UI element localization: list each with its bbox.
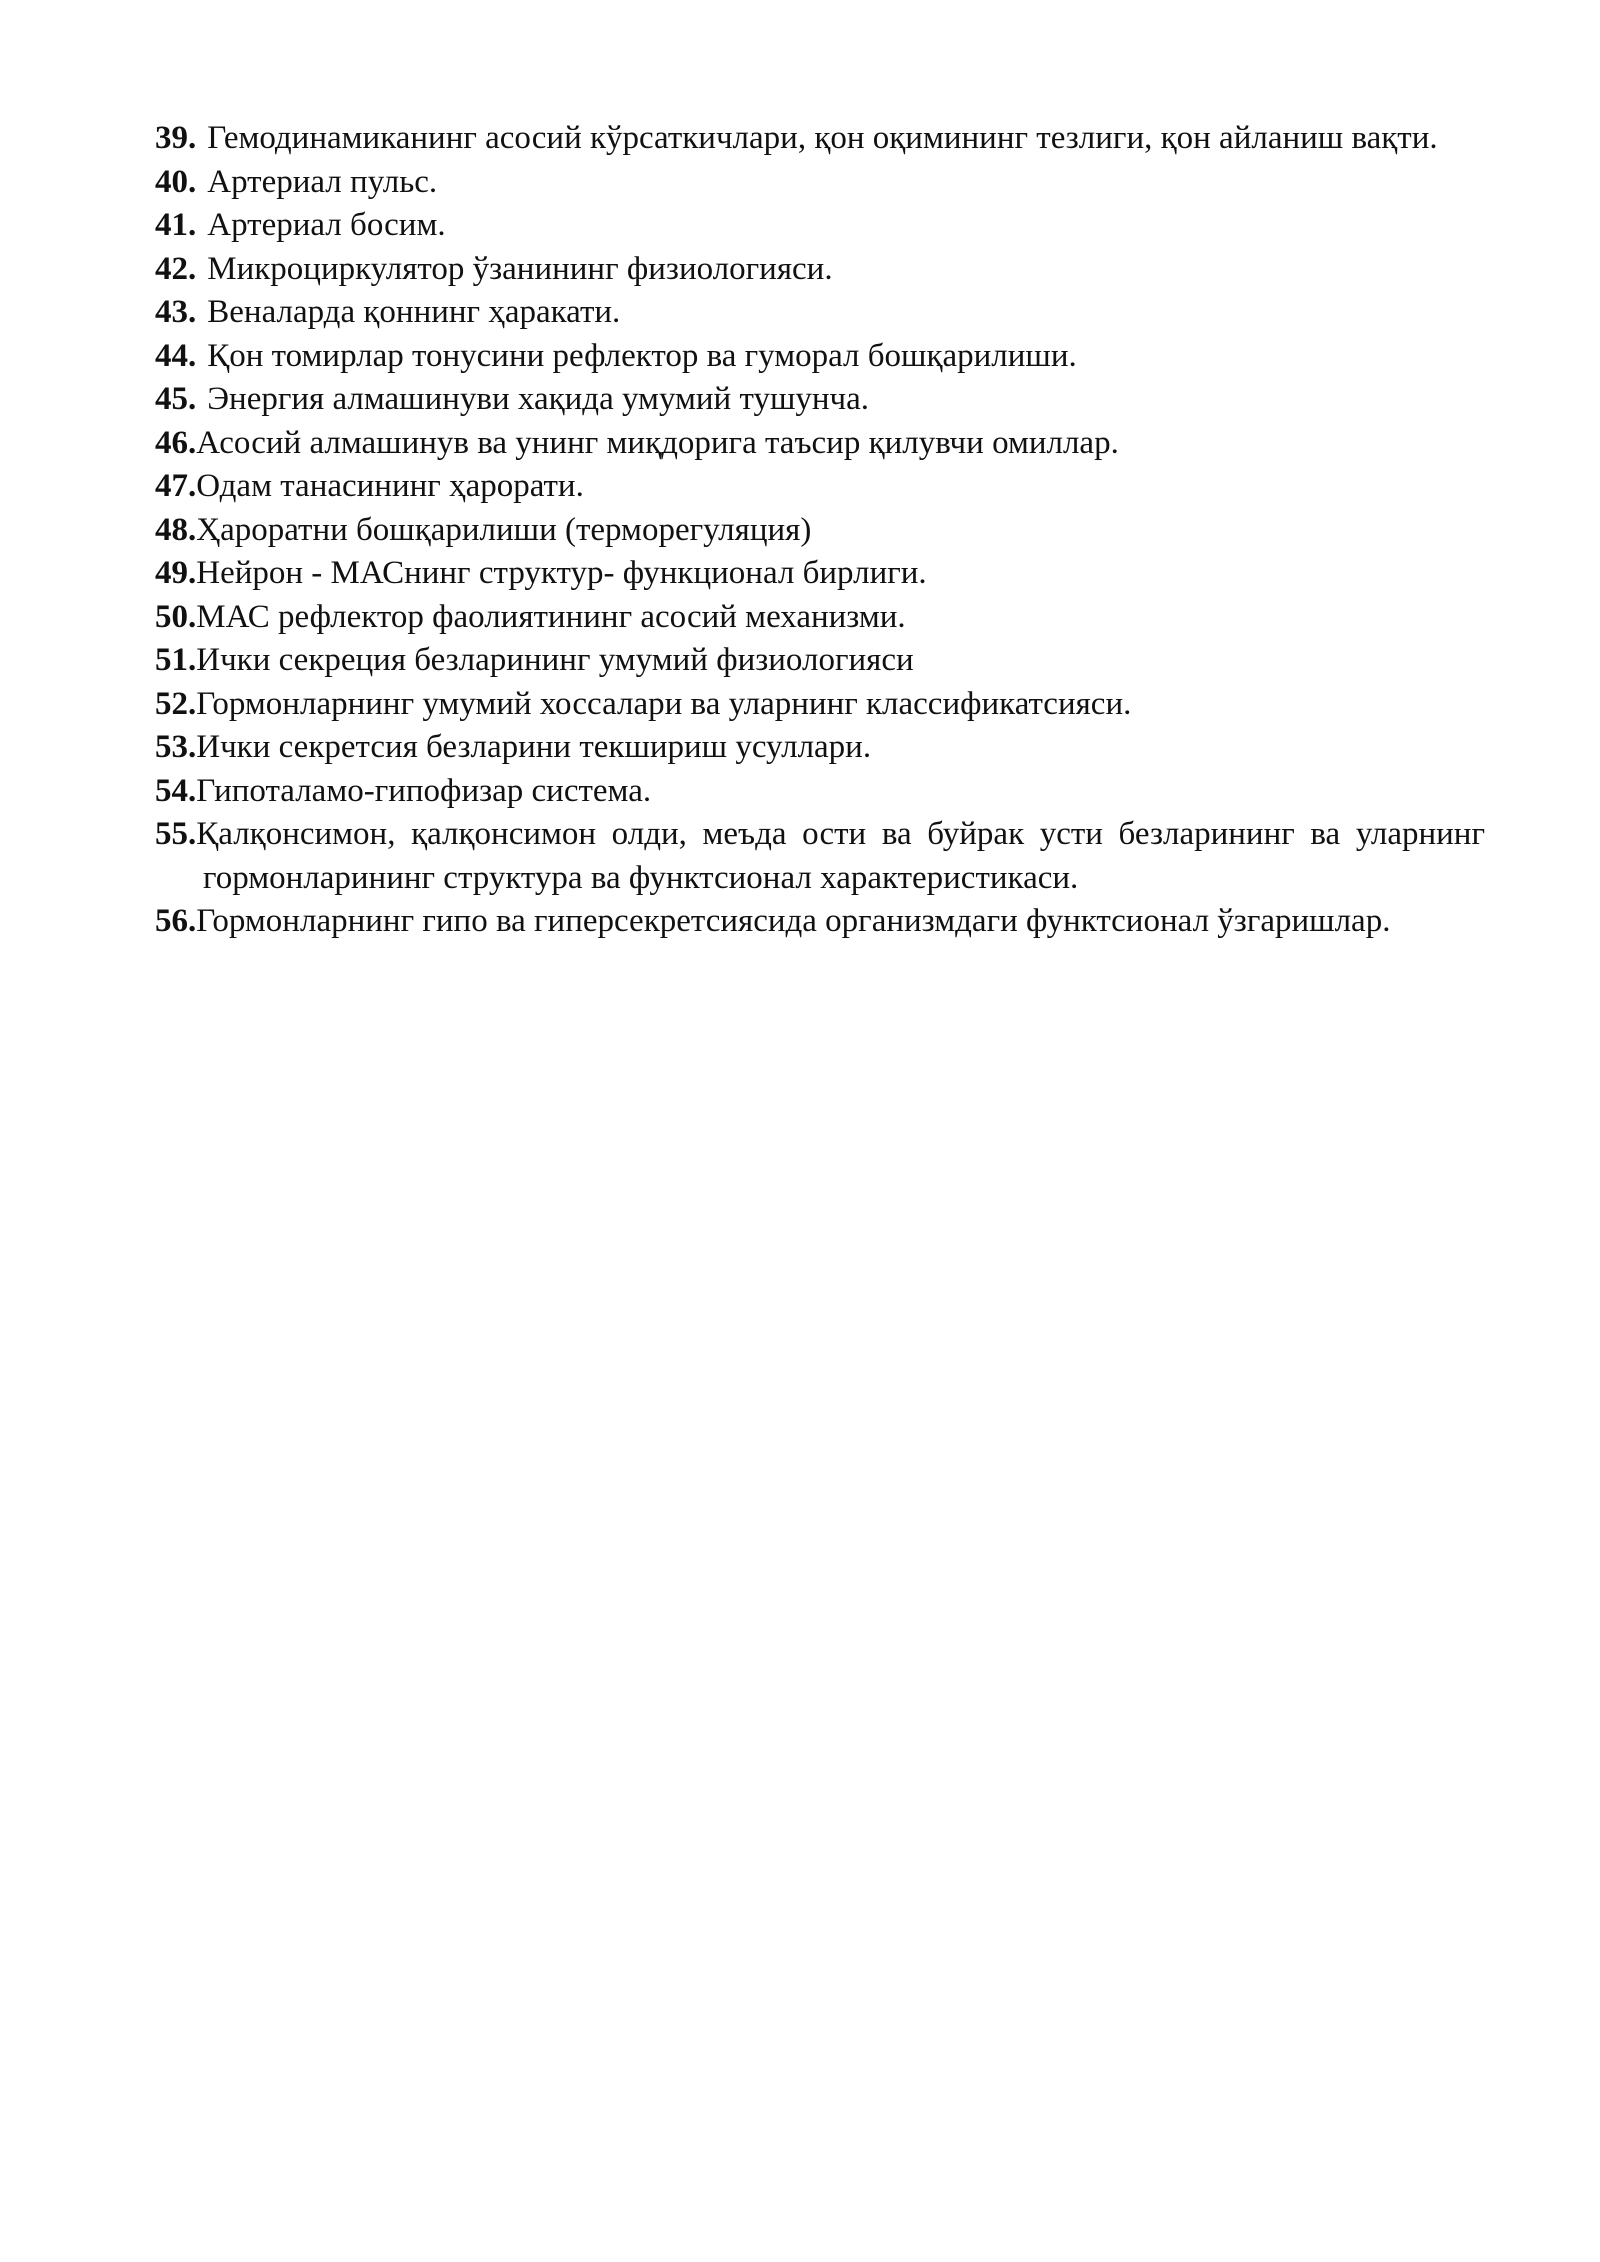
list-item	[155, 596, 1485, 640]
item-text: Гемодинамиканинг асосий кўрсаткичлари, қон оқимининг тезлиги, қон айланиш вақти.	[207, 120, 1438, 156]
item-text: Ҳароратни бошқарилиши (терморегуляция)	[196, 511, 812, 548]
item-text: Гипоталамо-гипофизар система.	[196, 772, 652, 809]
item-number: 43.	[155, 294, 197, 330]
item-number: 56.	[155, 903, 197, 939]
list-item	[155, 639, 1485, 683]
item-text: МАС рефлектор фаолиятининг асосий механизми.	[196, 598, 906, 635]
list-item	[155, 552, 1485, 596]
item-number: 54.	[155, 772, 197, 809]
list-item	[155, 422, 1485, 466]
item-number: 48.	[155, 511, 197, 548]
item-number: 55.	[155, 816, 197, 852]
list-item	[155, 204, 1485, 248]
item-number: 40.	[155, 163, 197, 200]
item-number: 50.	[155, 598, 197, 635]
item-text: Асосий алмашинув ва унинг миқдорига таъсир қилувчи омиллар.	[196, 424, 1119, 461]
list-item	[155, 117, 1485, 161]
item-text: Энергия алмашинуви хақида умумий тушунча.	[207, 381, 870, 417]
item-text: Ички секреция безларининг умумий физиологияси	[196, 642, 914, 678]
item-text: Қалқонсимон, қалқонсимон олди, меъда ости ва буйрак усти безларининг ва уларнинг гормонларининг структура ва функтсионал характеристикаси.	[196, 816, 1485, 896]
list-item	[155, 291, 1485, 335]
list-item	[155, 683, 1485, 727]
list-item	[155, 465, 1485, 509]
item-text: Ички секретсия безларини текшириш усуллари.	[196, 729, 872, 765]
item-number: 47.	[155, 468, 197, 504]
item-number: 46.	[155, 424, 197, 461]
list-item	[155, 770, 1485, 814]
list-item	[155, 248, 1485, 292]
item-number: 39.	[155, 120, 197, 156]
list-item	[155, 161, 1485, 205]
item-number: 45.	[155, 381, 197, 417]
item-number: 52.	[155, 685, 197, 722]
list-item	[155, 900, 1485, 944]
item-text: Қон томирлар тонусини рефлектор ва гуморал бошқарилиши.	[207, 337, 1077, 374]
list-item	[155, 813, 1485, 900]
question-list	[155, 117, 1485, 944]
item-number: 42.	[155, 250, 197, 287]
item-text: Гормонларнинг гипо ва гиперсекретсиясида организмдаги функтсионал ўзгаришлар.	[196, 903, 1391, 939]
item-number: 41.	[155, 207, 197, 243]
item-number: 53.	[155, 729, 197, 765]
list-item	[155, 335, 1485, 379]
item-text: Нейрон - МАСнинг структур- функционал бирлиги.	[196, 555, 927, 591]
item-number: 44.	[155, 337, 197, 374]
list-item	[155, 726, 1485, 770]
item-text: Веналарда қоннинг ҳаракати.	[207, 294, 621, 330]
list-item	[155, 378, 1485, 422]
list-item	[155, 509, 1485, 553]
item-text: Одам танасининг ҳарорати.	[196, 468, 584, 504]
item-text: Гормонларнинг умумий хоссалари ва уларнинг классификатсияси.	[196, 685, 1132, 722]
item-number: 49.	[155, 555, 197, 591]
item-text: Артериал босим.	[207, 207, 446, 243]
item-text: Артериал пульс.	[207, 163, 438, 200]
item-text: Микроциркулятор ўзанининг физиологияси.	[207, 250, 833, 287]
item-number: 51.	[155, 642, 197, 678]
